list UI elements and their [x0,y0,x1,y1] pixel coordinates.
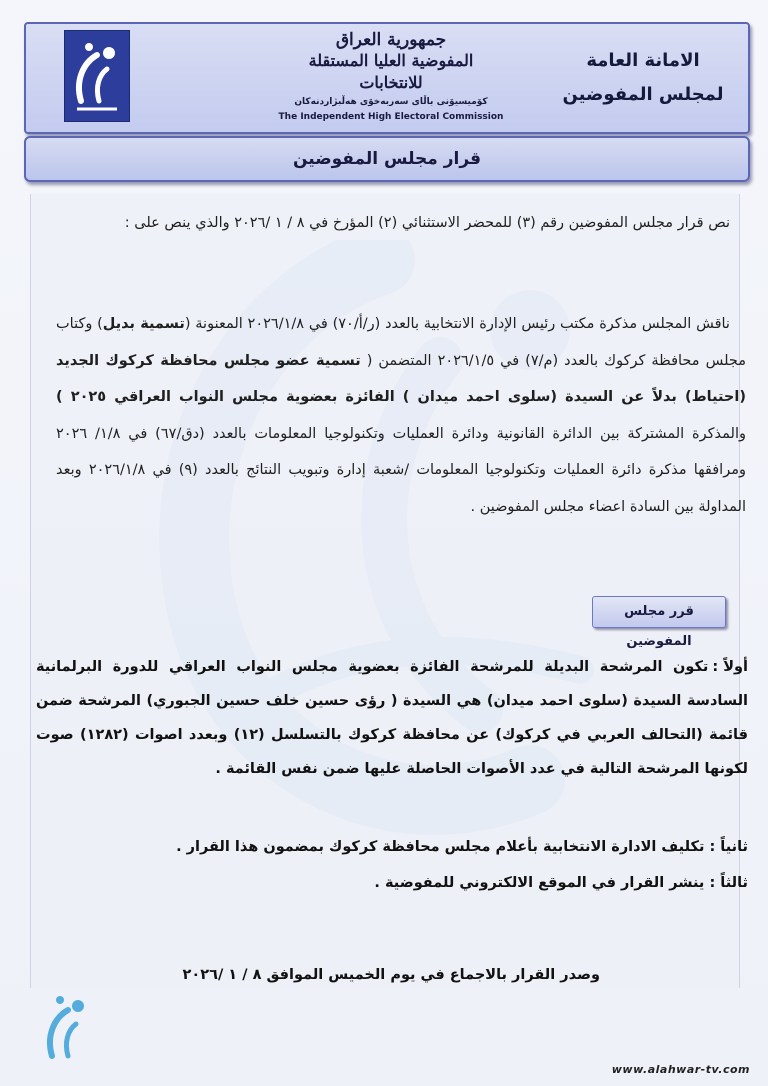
commission-country-name: جمهورية العراق [335,30,447,50]
decision-item-1-label: أولاً : [712,659,748,675]
issuance-statement: وصدر القرار بالاجماع في يوم الخميس الموافق ٨ / ١ /٢٠٢٦ [182,967,600,983]
commission-name-ar: المفوضية العليا المستقلة للانتخابات [308,51,474,92]
body-text-part3: والمذكرة المشتركة بين الدائرة القانونية ودائرة العمليات وتكنولوجيا المعلومات بالعدد (دق/٦٧) في ١/٨/ ٢٠٢٦ ومرافقها مذكرة دائرة العمليات وتكنولوجيا المعلومات /شعبة إدارة وتبويب النتائج بالعدد (٩) في ٢٠٢٦/١/٨ وبعد المداولة بين السادة اعضاء مجلس المفوضين . [56,425,746,515]
source-website[interactable]: www.alahwar-tv.com [611,1063,750,1076]
body-text-part2: ) وكتاب مجلس محافظة كركوك بالعدد (م/٧) في ٢٠٢٦/١/٥ المتضمن ( [56,316,746,369]
decision-item-3 [36,868,748,898]
commission-name-ku: كۆمیسیۆنی باڵای سەربەخۆی هەڵبژاردنەکان [294,97,488,107]
decision-item-2-text: تكليف الادارة الانتخابية بأعلام مجلس محافظة كركوك بمضمون هذا القرار . [176,839,705,855]
bottom-emblem-icon [40,990,90,1070]
document-title: قرار مجلس المفوضين [24,136,750,182]
commission-name-en: The Independent High Electoral Commission [278,112,504,122]
decision-item-1-text: تكون المرشحة البديلة للمرشحة الفائزة بعضوية مجلس النواب العراقي للدورة البرلمانية السادسة السيدة (سلوى احمد ميدان) هي السيدة ( رؤى حسين خلف حسين الجبوري) المرشحة ضمن قائمة (التحالف العربي في كركوك) عن محافظة كركوك بالتسلسل (١٢) وبعدد اصوات (١٢٨٢) صوت لكونها المرشحة التالية في عدد الأصوات الحاصلة عليها ضمن نفس القائمة . [36,659,748,777]
secretariat-line1: الامانة العامة [586,50,700,71]
intro-paragraph: نص قرار مجلس المفوضين رقم (٣) للمحضر الاستثنائي (٢) المؤرخ في ٨ / ١ /٢٠٢٦ والذي ينص على : [124,215,730,231]
body-bold-subject: تسمية بديل [102,316,185,332]
ihec-logo-mark-icon [65,31,129,121]
secretariat-label [558,44,728,112]
decision-item-2 [36,832,748,862]
body-bold-nomination: تسمية عضو مجلس محافظة كركوك الجديد (احتياط) بدلاً عن السيدة (سلوى احمد ميدان ) الفائزة بعضوية مجلس النواب العراقي ٢٠٢٥ ) [56,352,746,405]
body-text-part1: ناقش المجلس مذكرة مكتب رئيس الإدارة الانتخابية بالعدد (ر/أ/٧٠) في ٢٠٢٦/١/٨ المعنونة ( [184,316,730,332]
commission-emblem [276,30,506,128]
secretariat-line2: لمجلس المفوضين [562,84,724,105]
decision-item-1 [36,650,748,786]
ihec-logo [64,30,130,122]
decision-item-2-label: ثانياً : [709,839,748,855]
decision-heading-button: قرر مجلس المفوضين [592,596,726,628]
letterhead [24,22,750,134]
discussion-paragraph [56,306,746,525]
decision-item-3-label: ثالثاً : [709,875,748,891]
decision-item-3-text: ينشر القرار في الموقع الالكتروني للمفوضية . [374,875,705,891]
